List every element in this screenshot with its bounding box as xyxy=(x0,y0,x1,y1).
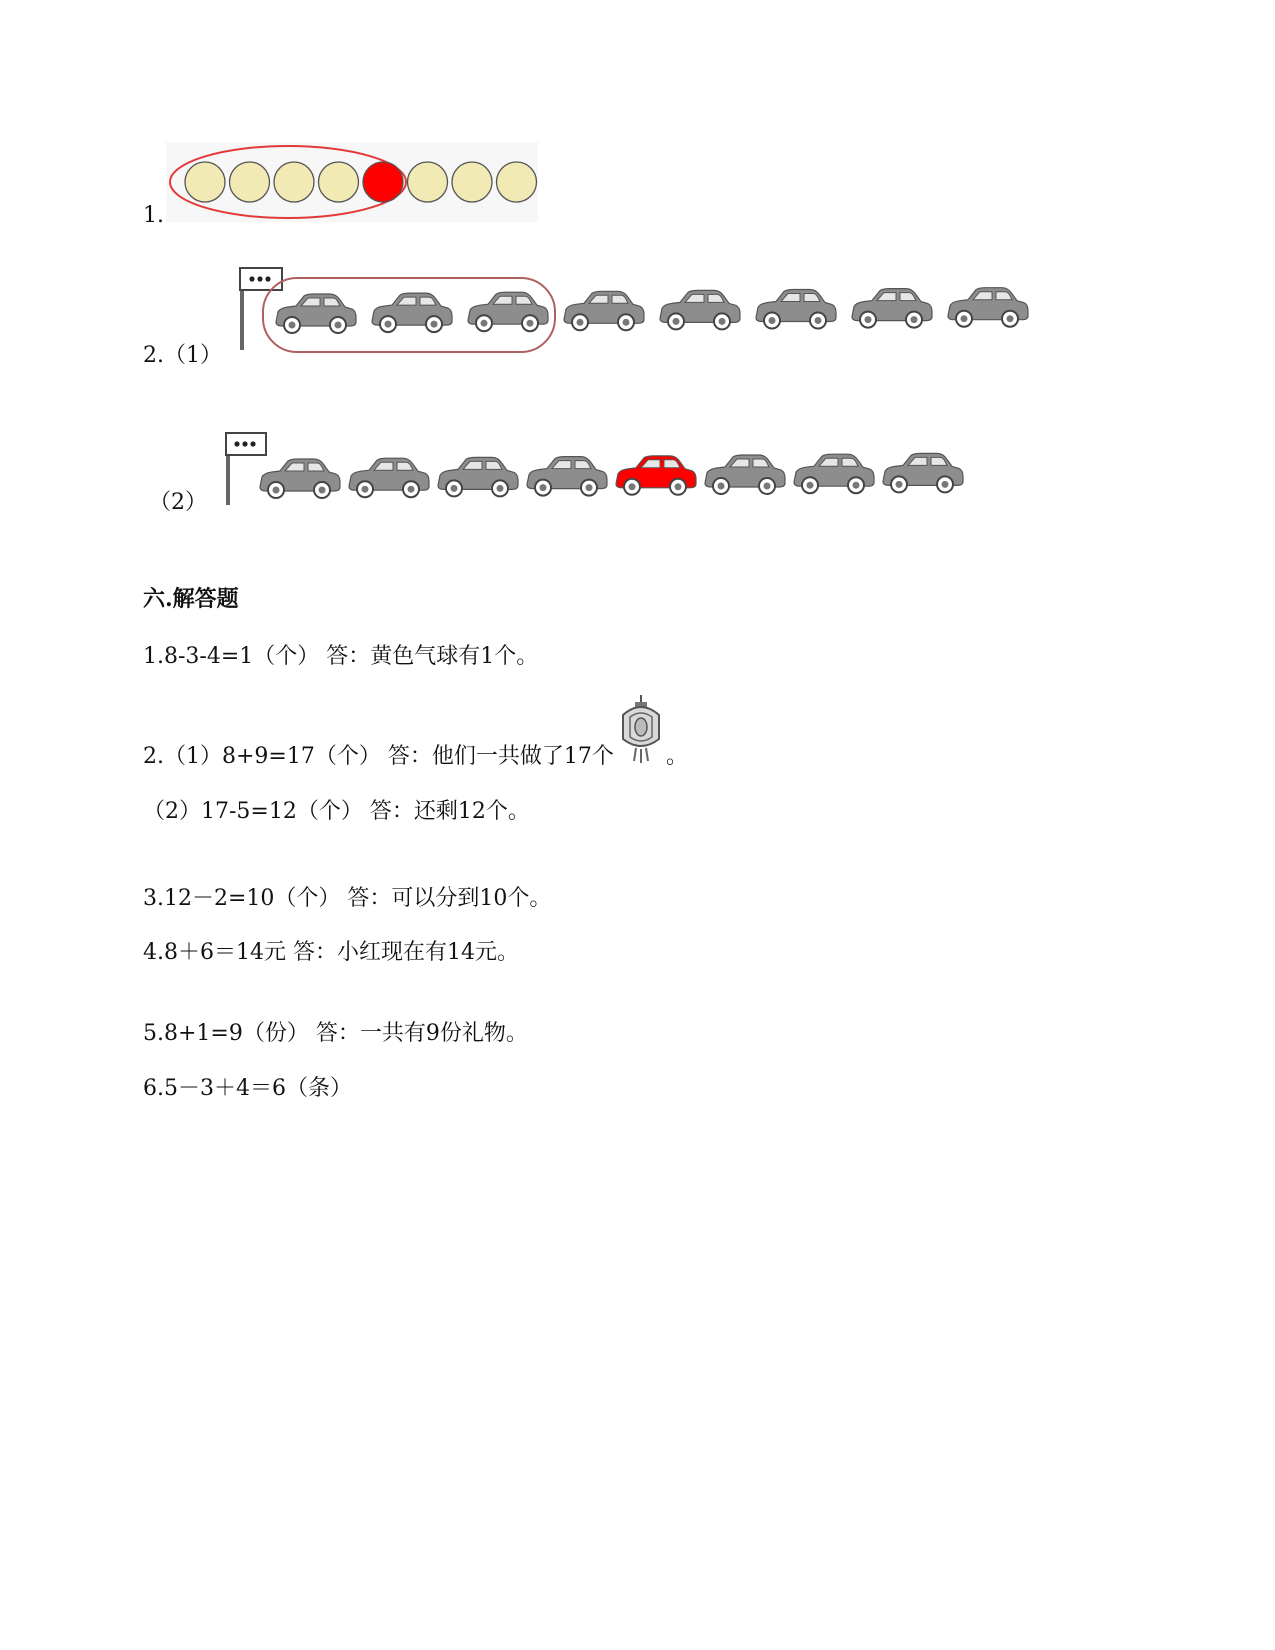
car-icon xyxy=(794,454,874,493)
car-icon xyxy=(660,290,740,329)
answer-4: 4.8＋6＝14元 答：小红现在有14元。 xyxy=(143,940,519,965)
traffic-sign-icon xyxy=(226,433,266,505)
bead xyxy=(230,162,270,202)
car-icon xyxy=(468,292,548,331)
car-icon xyxy=(756,290,836,329)
car-icon xyxy=(564,291,644,330)
cars-row-1 xyxy=(228,260,1048,360)
car-icon xyxy=(260,459,340,498)
car-icon xyxy=(883,453,963,492)
answer-1: 1.8-3-4=1（个） 答：黄色气球有1个。 xyxy=(143,644,539,669)
car-icon xyxy=(616,456,696,495)
answer-6: 6.5－3＋4＝6（条） xyxy=(143,1076,352,1101)
car-icon xyxy=(705,455,785,494)
answer-5: 5.8+1=9（份） 答：一共有9份礼物。 xyxy=(143,1021,528,1046)
car-icon xyxy=(349,458,429,497)
answer-2-1-end: 。 xyxy=(666,744,689,769)
answer-2-2: （2）17-5=12（个） 答：还剩12个。 xyxy=(143,799,530,824)
bead xyxy=(319,162,359,202)
car-icon xyxy=(276,294,356,333)
bead xyxy=(408,162,448,202)
car-icon xyxy=(527,457,607,496)
item-number-2-1: 2.（1） xyxy=(143,343,222,368)
answer-2-1: 2.（1）8+9=17（个） 答：他们一共做了17个 xyxy=(143,744,614,769)
section-heading: 六.解答题 xyxy=(143,586,239,612)
traffic-sign-icon xyxy=(240,268,282,350)
bead xyxy=(497,162,537,202)
bead xyxy=(274,162,314,202)
bead xyxy=(185,162,225,202)
car-icon xyxy=(438,457,518,496)
lantern-icon xyxy=(614,693,668,765)
car-icon xyxy=(372,293,452,332)
bead xyxy=(452,162,492,202)
cars-row-2 xyxy=(216,425,976,515)
car-icon xyxy=(852,289,932,328)
car-icon xyxy=(948,288,1028,327)
answer-3: 3.12－2=10（个） 答：可以分到10个。 xyxy=(143,886,552,911)
item-number-2-2: （2） xyxy=(149,490,207,515)
item-number-1: 1. xyxy=(143,203,164,228)
beads-figure xyxy=(166,142,538,222)
bead xyxy=(363,162,403,202)
